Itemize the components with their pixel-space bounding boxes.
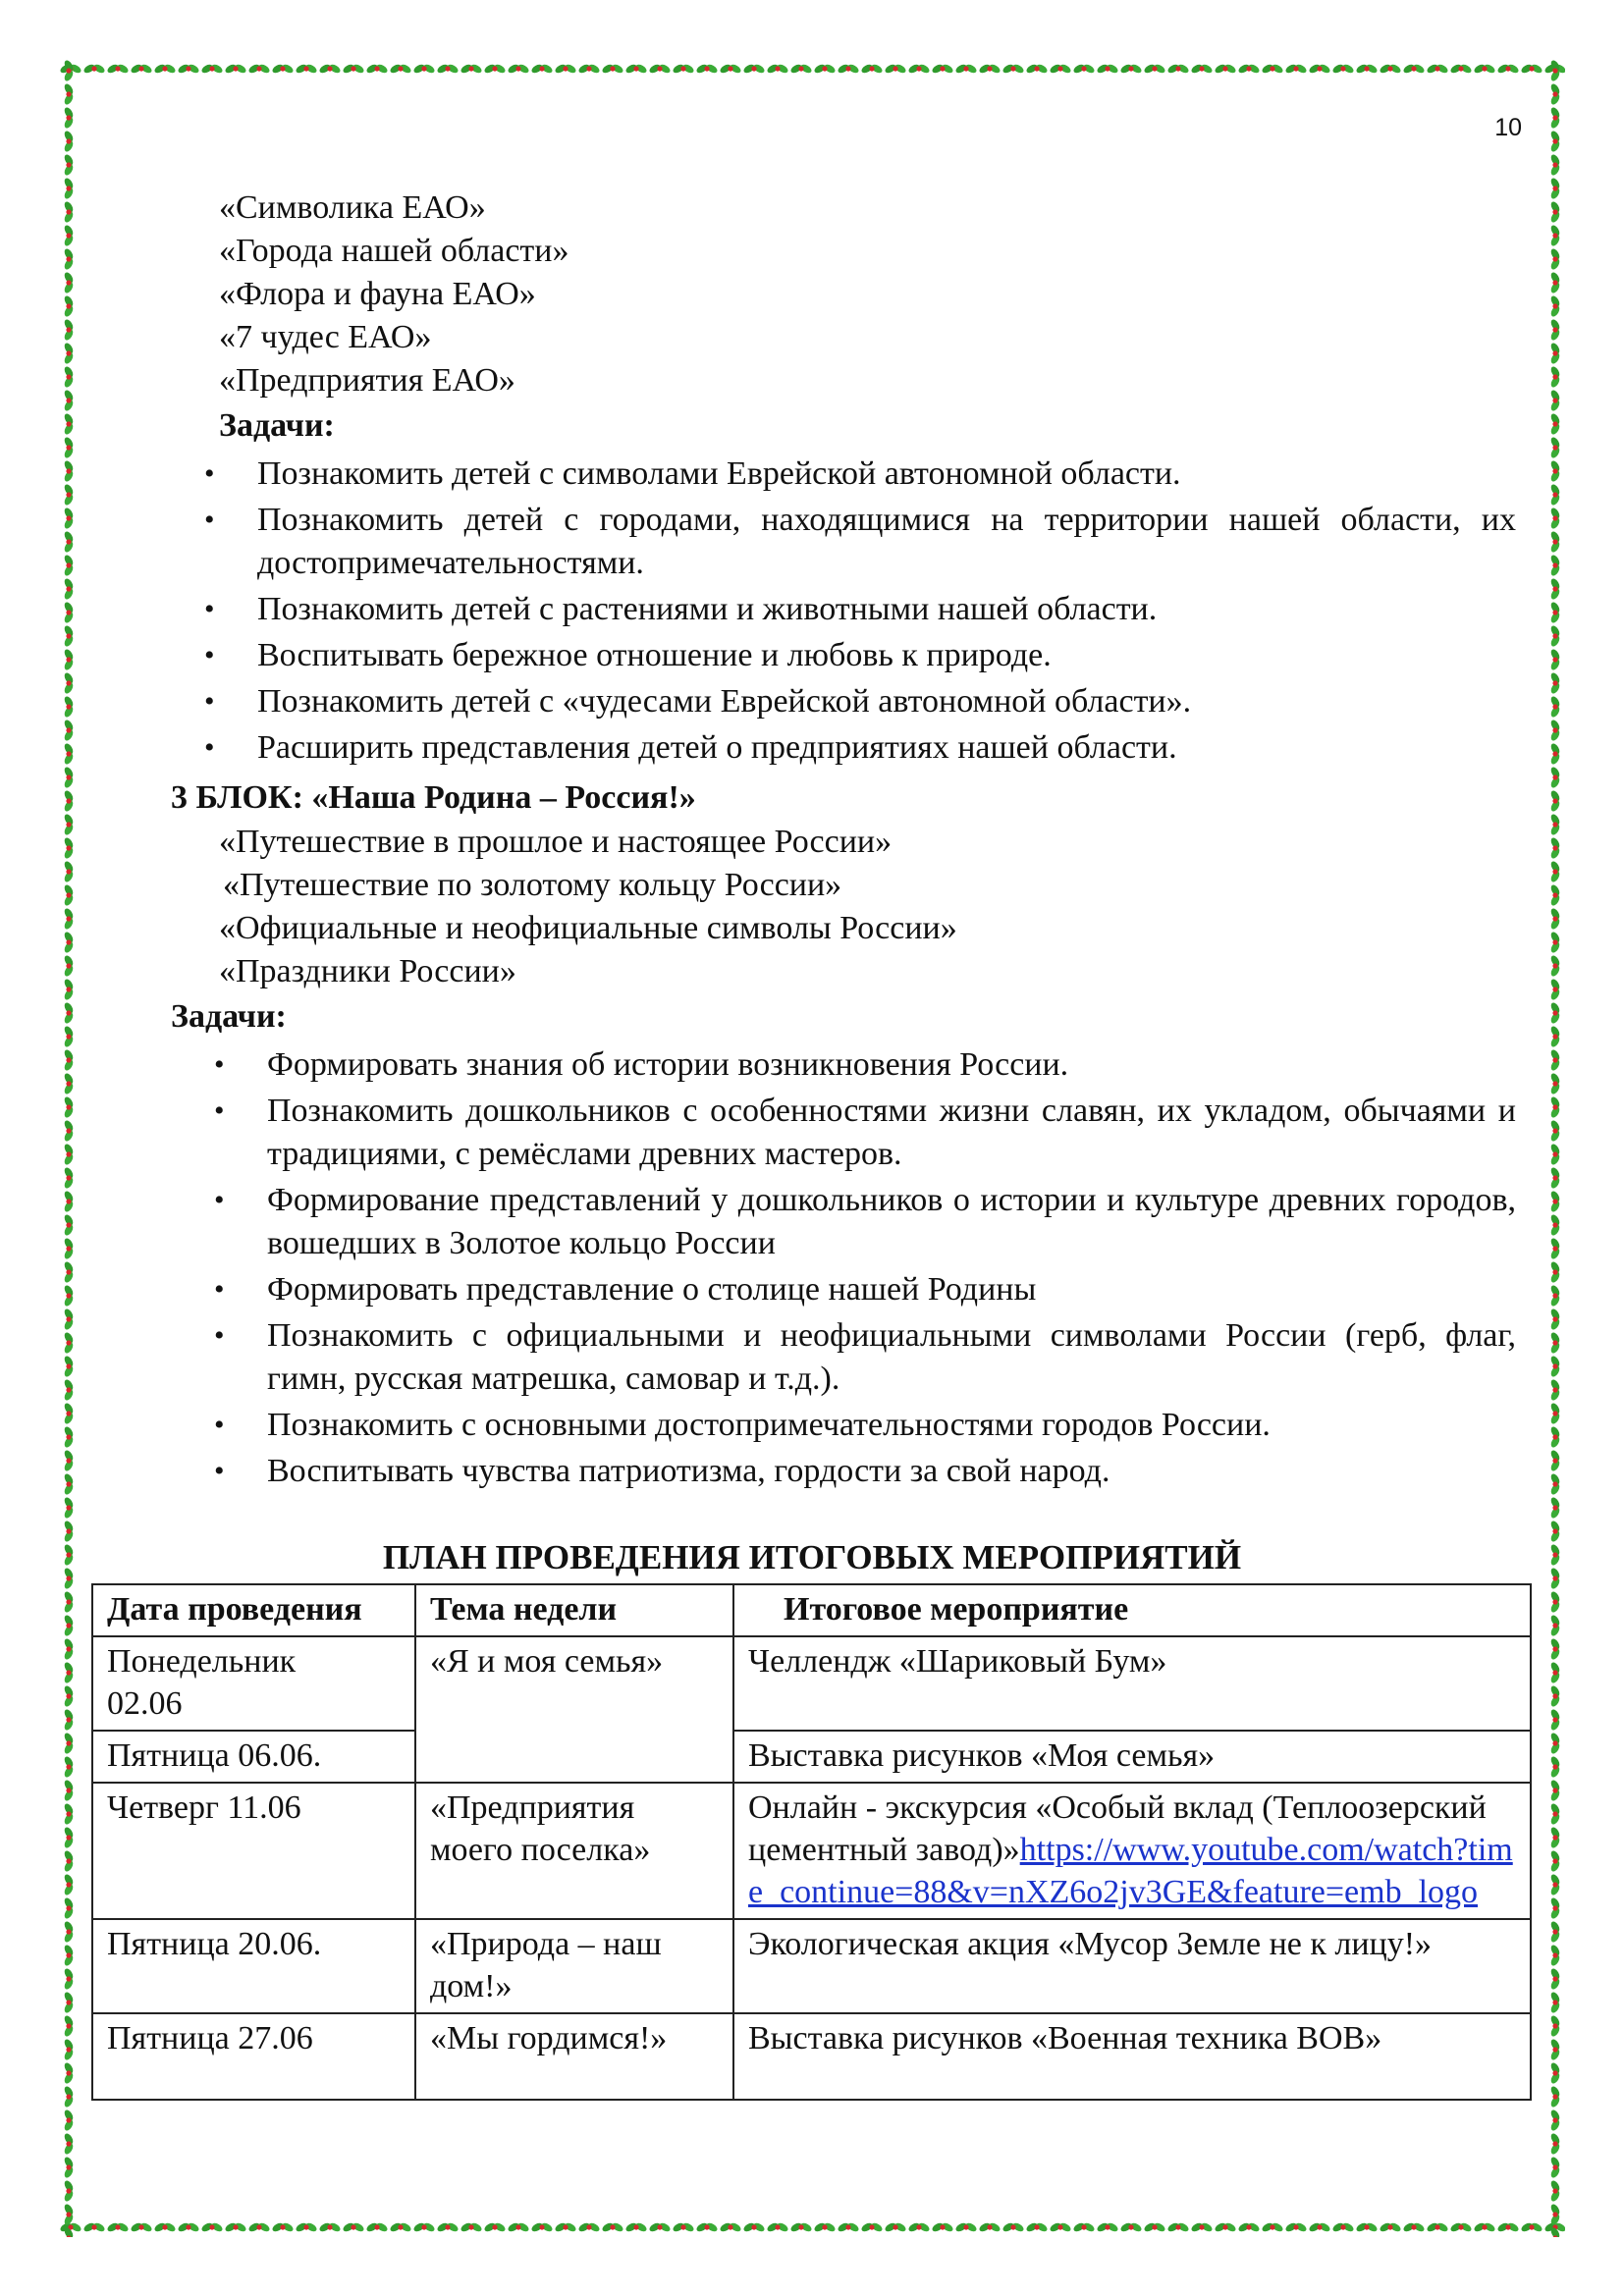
topic-holidays: «Праздники России» (219, 953, 516, 989)
block2-task-list (257, 453, 1516, 773)
list-item: • Познакомить с основными достопримечательностями городов России. (267, 1404, 1516, 1447)
block3-heading: 3 БЛОК: «Наша Родина – Россия!» (171, 779, 696, 816)
holly-border-top (59, 59, 1565, 79)
cell-theme: «Мы гордимся!» (415, 2013, 733, 2100)
block2-tasks-heading: Задачи: (219, 407, 335, 444)
cell-date: Пятница 20.06. (92, 1919, 415, 2013)
topic-cities: «Города нашей области» (219, 233, 569, 269)
list-item: • Формирование представлений у дошкольников о истории и культуре древних городов, вошедших в Золотое кольцо России (267, 1179, 1516, 1265)
list-item: • Воспитывать бережное отношение и любовь к природе. (257, 634, 1516, 677)
cell-date: Четверг 11.06 (92, 1783, 415, 1919)
holly-border-right (1545, 59, 1565, 2237)
cell-event: Выставка рисунков «Военная техника ВОВ» (733, 2013, 1531, 2100)
table-header-row (92, 1584, 1531, 1636)
list-item: • Формировать представление о столице нашей Родины (267, 1268, 1516, 1311)
list-item: • Расширить представления детей о предприятиях нашей области. (257, 726, 1516, 770)
header-date: Дата проведения (92, 1584, 415, 1636)
youtube-link[interactable]: https://www.youtube.com/watch?time_continue=88&v=nXZ6o2jv3GE&feature=emb_logo (748, 1832, 1513, 1910)
topic-flora-fauna: «Флора и фауна ЕАО» (219, 276, 536, 312)
cell-event: Челлендж «Шариковый Бум» (733, 1636, 1531, 1731)
topic-seven-wonders: «7 чудес ЕАО» (219, 319, 432, 355)
table-row (92, 1783, 1531, 1919)
cell-event-with-link (733, 1783, 1531, 1919)
table-row (92, 1731, 1531, 1783)
block3-task-list (267, 1043, 1516, 1496)
table-row (92, 1636, 1531, 1731)
list-item: • Воспитывать чувства патриотизма, гордости за свой народ. (267, 1450, 1516, 1493)
cell-date: Понедельник 02.06 (92, 1636, 415, 1731)
cell-theme: «Природа – наш дом!» (415, 1919, 733, 2013)
cell-theme: «Я и моя семья» (415, 1636, 733, 1783)
cell-event: Экологическая акция «Мусор Земле не к лицу!» (733, 1919, 1531, 2013)
holly-border-left (59, 59, 79, 2237)
cell-date: Пятница 06.06. (92, 1731, 415, 1783)
cell-theme: «Предприятия моего поселка» (415, 1783, 733, 1919)
list-item: • Познакомить детей с растениями и животными нашей области. (257, 588, 1516, 631)
list-item: • Познакомить детей с символами Еврейской автономной области. (257, 453, 1516, 496)
plan-title: ПЛАН ПРОВЕДЕНИЯ ИТОГОВЫХ МЕРОПРИЯТИЙ (382, 1538, 1242, 1576)
header-event: Итоговое мероприятие (733, 1584, 1531, 1636)
topic-enterprises: «Предприятия ЕАО» (219, 362, 515, 399)
topic-symbolics: «Символика ЕАО» (219, 189, 486, 226)
list-item: • Формировать знания об истории возникновения России. (267, 1043, 1516, 1087)
table-row (92, 2013, 1531, 2100)
list-item: • Познакомить дошкольников с особенностями жизни славян, их укладом, обычаями и традициями, с ремёслами древних мастеров. (267, 1090, 1516, 1176)
topic-symbols-russia: «Официальные и неофициальные символы России» (219, 910, 957, 946)
topic-journey-past: «Путешествие в прошлое и настоящее России» (219, 824, 893, 860)
topic-golden-ring: «Путешествие по золотому кольцу России» (223, 867, 842, 903)
list-item: • Познакомить детей с городами, находящимися на территории нашей области, их достопримечательностями. (257, 499, 1516, 585)
list-item: • Познакомить детей с «чудесами Еврейской автономной области». (257, 680, 1516, 723)
list-item: • Познакомить с официальными и неофициальными символами России (герб, флаг, гимн, русская матрешка, самовар и т.д.). (267, 1314, 1516, 1401)
header-theme: Тема недели (415, 1584, 733, 1636)
cell-event: Выставка рисунков «Моя семья» (733, 1731, 1531, 1783)
holly-border-bottom (59, 2217, 1565, 2237)
cell-date: Пятница 27.06 (92, 2013, 415, 2100)
event-text: Онлайн - экскурсия «Особый вклад (Теплоозерский цементный завод)» (748, 1789, 1487, 1868)
page-number: 10 (1494, 114, 1522, 141)
plan-table (91, 1583, 1532, 2101)
table-row (92, 1919, 1531, 2013)
block3-tasks-heading: Задачи: (171, 998, 287, 1035)
